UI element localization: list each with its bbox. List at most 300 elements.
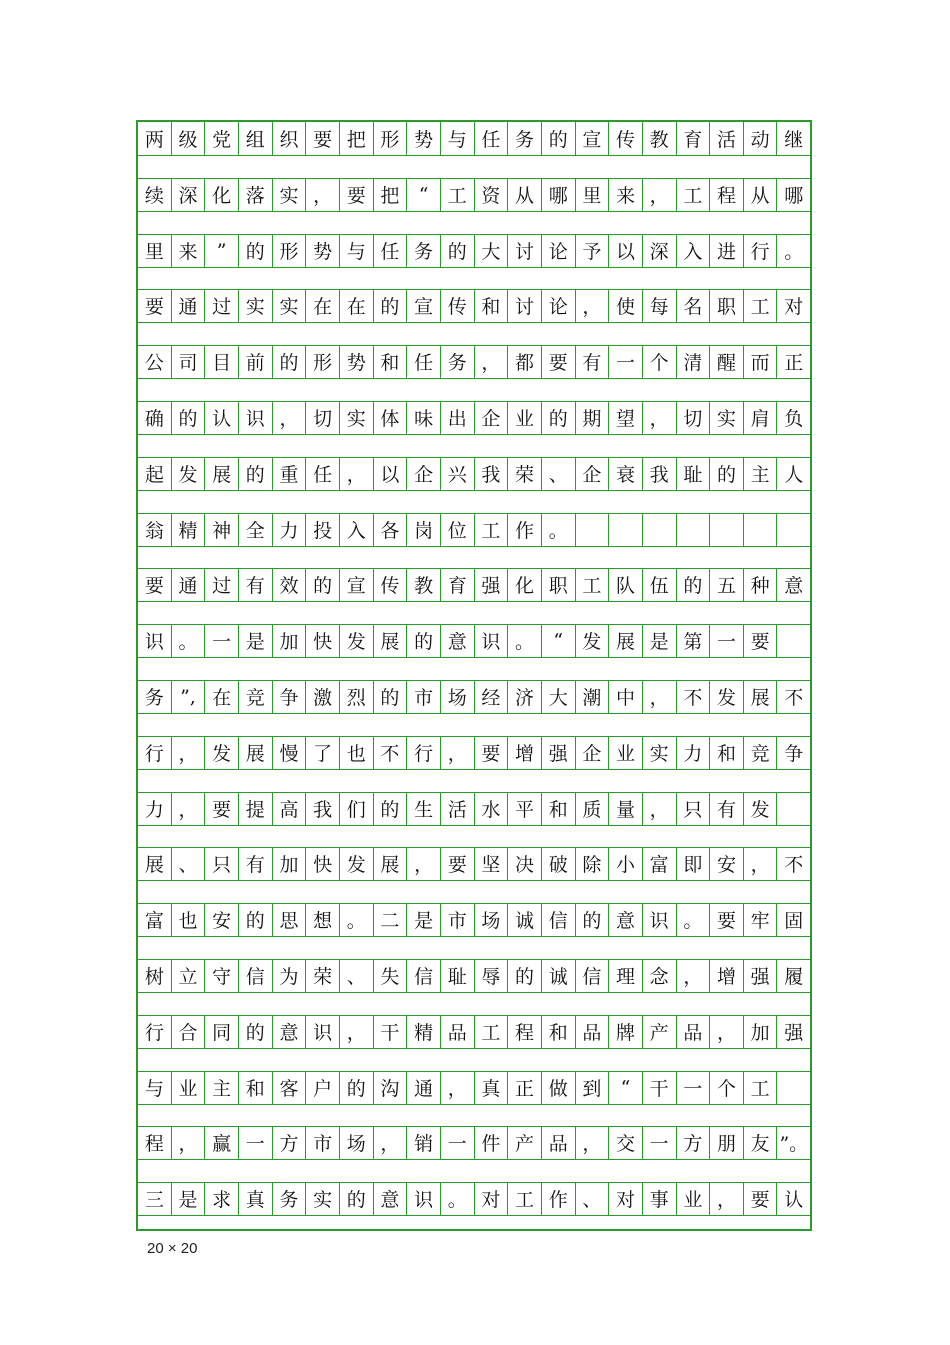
grid-cell: 户 bbox=[305, 1071, 339, 1104]
grid-cell: 展 bbox=[608, 624, 642, 657]
grid-cell: 前 bbox=[238, 345, 272, 378]
grid-cell: 二 bbox=[373, 903, 407, 936]
grid-row bbox=[138, 513, 810, 546]
grid-cell: 主 bbox=[204, 1071, 238, 1104]
grid-cell: 企 bbox=[406, 457, 440, 490]
grid-cell: 化 bbox=[507, 568, 541, 601]
grid-cell: 想 bbox=[305, 903, 339, 936]
grid-cell: 同 bbox=[204, 1015, 238, 1048]
grid-cell: 的 bbox=[373, 289, 407, 322]
grid-cell: 务 bbox=[507, 122, 541, 155]
grid-cell: 有 bbox=[238, 568, 272, 601]
grid-cell: 念 bbox=[642, 959, 676, 992]
grid-cell: 组 bbox=[238, 122, 272, 155]
grid-cell: 。 bbox=[339, 903, 373, 936]
grid-rule bbox=[138, 713, 810, 714]
grid-cell: 对 bbox=[474, 1182, 508, 1215]
grid-cell: 济 bbox=[507, 680, 541, 713]
grid-cell: 工 bbox=[474, 513, 508, 546]
grid-cell: 全 bbox=[238, 513, 272, 546]
grid-cell: ， bbox=[440, 1071, 474, 1104]
grid-cell: 发 bbox=[171, 457, 205, 490]
grid-row bbox=[138, 847, 810, 880]
grid-cell: 是 bbox=[171, 1182, 205, 1215]
grid-cell: 教 bbox=[642, 122, 676, 155]
grid-cell: 产 bbox=[507, 1126, 541, 1159]
grid-cell: 荣 bbox=[305, 959, 339, 992]
grid-cell: 意 bbox=[608, 903, 642, 936]
grid-cell: 为 bbox=[272, 959, 306, 992]
grid-cell: 个 bbox=[709, 1071, 743, 1104]
grid-cell: 以 bbox=[373, 457, 407, 490]
grid-cell: 耻 bbox=[440, 959, 474, 992]
grid-rule bbox=[138, 434, 810, 435]
grid-cell: 要 bbox=[305, 122, 339, 155]
grid-cell: 醒 bbox=[709, 345, 743, 378]
grid-cell: 业 bbox=[507, 401, 541, 434]
grid-rule bbox=[138, 825, 810, 826]
grid-cell: 伍 bbox=[642, 568, 676, 601]
grid-cell: 认 bbox=[776, 1182, 810, 1215]
grid-row bbox=[138, 1182, 810, 1215]
grid-cell: 一 bbox=[204, 624, 238, 657]
grid-cell: 宣 bbox=[406, 289, 440, 322]
grid-cell: 。 bbox=[507, 624, 541, 657]
grid-cell: ”。 bbox=[776, 1126, 810, 1159]
grid-cell: 行 bbox=[743, 234, 777, 267]
grid-cell: 落 bbox=[238, 178, 272, 211]
grid-cell: 坚 bbox=[474, 847, 508, 880]
grid-cell: 精 bbox=[171, 513, 205, 546]
grid-cell: 真 bbox=[238, 1182, 272, 1215]
grid-cell: 破 bbox=[541, 847, 575, 880]
grid-cell: 只 bbox=[204, 847, 238, 880]
grid-cell: 赢 bbox=[204, 1126, 238, 1159]
grid-cell: 要 bbox=[144, 296, 164, 318]
grid-cell: 的 bbox=[171, 401, 205, 434]
grid-row bbox=[138, 903, 810, 936]
grid-cell: 出 bbox=[440, 401, 474, 434]
grid-cell: 激 bbox=[305, 680, 339, 713]
grid-cell: 到 bbox=[575, 1071, 609, 1104]
grid-cell: 期 bbox=[575, 401, 609, 434]
grid-cell: 信 bbox=[541, 903, 575, 936]
grid-cell: 加 bbox=[743, 1015, 777, 1048]
grid-cell: ， bbox=[339, 1015, 373, 1048]
grid-cell: 大 bbox=[541, 680, 575, 713]
grid-cell: ， bbox=[575, 289, 609, 322]
grid-cell: 名 bbox=[676, 289, 710, 322]
grid-cell: 要 bbox=[474, 736, 508, 769]
grid-cell: 争 bbox=[272, 680, 306, 713]
grid-cell: ， bbox=[709, 1015, 743, 1048]
grid-cell: 人 bbox=[776, 457, 810, 490]
grid-cell: 识 bbox=[642, 903, 676, 936]
grid-cell: 的 bbox=[709, 457, 743, 490]
grid-cell: 通 bbox=[171, 289, 205, 322]
grid-cell: 第 bbox=[676, 624, 710, 657]
grid-cell: 务 bbox=[440, 345, 474, 378]
grid-cell: 。 bbox=[440, 1182, 474, 1215]
grid-cell: 宣 bbox=[339, 568, 373, 601]
grid-cell: 中 bbox=[608, 680, 642, 713]
grid-cell: 和 bbox=[373, 345, 407, 378]
grid-cell: 和 bbox=[709, 736, 743, 769]
grid-cell: 来 bbox=[171, 234, 205, 267]
grid-cell: 诚 bbox=[507, 903, 541, 936]
grid-cell: 品 bbox=[440, 1015, 474, 1048]
grid-cell: 不 bbox=[373, 736, 407, 769]
grid-cell: 入 bbox=[339, 513, 373, 546]
grid-cell: 有 bbox=[709, 792, 743, 825]
grid-cell: 、 bbox=[171, 847, 205, 880]
grid-cell: 与 bbox=[440, 122, 474, 155]
grid-cell: 提 bbox=[238, 792, 272, 825]
grid-cell: 一 bbox=[709, 624, 743, 657]
grid-cell: 予 bbox=[575, 234, 609, 267]
grid-cell: 干 bbox=[642, 1071, 676, 1104]
grid-cell: 展 bbox=[373, 847, 407, 880]
grid-cell: 品 bbox=[541, 1126, 575, 1159]
grid-cell: ， bbox=[406, 847, 440, 880]
grid-rule bbox=[138, 657, 810, 658]
grid-cell: 行 bbox=[406, 736, 440, 769]
grid-cell: 业 bbox=[608, 736, 642, 769]
grid-cell: 的 bbox=[440, 234, 474, 267]
grid-rule bbox=[138, 601, 810, 602]
grid-cell: 活 bbox=[440, 792, 474, 825]
grid-cell: 在 bbox=[339, 289, 373, 322]
grid-cell: 使 bbox=[608, 289, 642, 322]
grid-cell: ， bbox=[272, 401, 306, 434]
grid-cell: 信 bbox=[238, 959, 272, 992]
grid-cell: 牌 bbox=[608, 1015, 642, 1048]
grid-rule bbox=[138, 378, 810, 379]
grid-cell: 的 bbox=[373, 792, 407, 825]
grid-cell: 两 bbox=[144, 129, 164, 151]
grid-cell: 有 bbox=[575, 345, 609, 378]
grid-cell: 和 bbox=[541, 1015, 575, 1048]
grid-cell: 讨 bbox=[507, 289, 541, 322]
grid-cell: 是 bbox=[406, 903, 440, 936]
grid-rule bbox=[138, 1104, 810, 1105]
grid-cell: 神 bbox=[204, 513, 238, 546]
grid-cell: 哪 bbox=[776, 178, 810, 211]
grid-rule bbox=[138, 880, 810, 881]
grid-cell: 辱 bbox=[474, 959, 508, 992]
grid-cell: 实 bbox=[339, 401, 373, 434]
grid-cell: 实 bbox=[709, 401, 743, 434]
grid-cell: 的 bbox=[238, 903, 272, 936]
grid-cell: 行 bbox=[144, 1022, 164, 1044]
grid-cell: 企 bbox=[474, 401, 508, 434]
grid-cell: 切 bbox=[676, 401, 710, 434]
grid-cell: 工 bbox=[575, 568, 609, 601]
grid-cell: ， bbox=[171, 1126, 205, 1159]
grid-cell: ， bbox=[440, 736, 474, 769]
grid-cell: 深 bbox=[642, 234, 676, 267]
grid-cell: ， bbox=[575, 1126, 609, 1159]
grid-cell: 职 bbox=[541, 568, 575, 601]
grid-cell: 事 bbox=[642, 1182, 676, 1215]
grid-cell: 意 bbox=[776, 568, 810, 601]
grid-cell: 我 bbox=[642, 457, 676, 490]
grid-cell bbox=[776, 624, 810, 657]
grid-cell: 生 bbox=[406, 792, 440, 825]
grid-cell: 正 bbox=[776, 345, 810, 378]
grid-cell: 把 bbox=[373, 178, 407, 211]
grid-row bbox=[138, 401, 810, 434]
grid-cell: 要 bbox=[440, 847, 474, 880]
grid-cell: 程 bbox=[709, 178, 743, 211]
grid-cell: 是 bbox=[642, 624, 676, 657]
grid-row bbox=[138, 680, 810, 713]
grid-cell: 竞 bbox=[743, 736, 777, 769]
grid-rule bbox=[138, 992, 810, 993]
grid-rule bbox=[138, 769, 810, 770]
grid-cell: 和 bbox=[474, 289, 508, 322]
grid-cell: 真 bbox=[474, 1071, 508, 1104]
grid-cell: 的 bbox=[238, 234, 272, 267]
grid-cell: 而 bbox=[743, 345, 777, 378]
grid-cell: 通 bbox=[171, 568, 205, 601]
grid-cell bbox=[743, 513, 777, 546]
grid-cell: ” bbox=[204, 234, 238, 267]
grid-cell: 我 bbox=[305, 792, 339, 825]
grid-cell: 守 bbox=[204, 959, 238, 992]
grid-cell: 公 bbox=[144, 352, 164, 374]
grid-cell: 实 bbox=[238, 289, 272, 322]
grid-cell: 强 bbox=[743, 959, 777, 992]
grid-cell: 大 bbox=[474, 234, 508, 267]
grid-cell: 传 bbox=[608, 122, 642, 155]
grid-cell: 意 bbox=[272, 1015, 306, 1048]
grid-rule bbox=[138, 1048, 810, 1049]
grid-cell: 育 bbox=[440, 568, 474, 601]
grid-cell: 的 bbox=[575, 903, 609, 936]
grid-cell: 要 bbox=[743, 1182, 777, 1215]
grid-cell: 形 bbox=[305, 345, 339, 378]
grid-cell: 在 bbox=[305, 289, 339, 322]
grid-cell: 平 bbox=[507, 792, 541, 825]
grid-cell: 。 bbox=[676, 903, 710, 936]
grid-cell bbox=[776, 792, 810, 825]
grid-cell: 决 bbox=[507, 847, 541, 880]
grid-cell: 要 bbox=[204, 792, 238, 825]
grid-cell: 正 bbox=[507, 1071, 541, 1104]
grid-row bbox=[138, 959, 810, 992]
grid-cell: 党 bbox=[204, 122, 238, 155]
grid-cell: 论 bbox=[541, 289, 575, 322]
grid-cell: 品 bbox=[676, 1015, 710, 1048]
grid-cell: 化 bbox=[204, 178, 238, 211]
grid-cell: 育 bbox=[676, 122, 710, 155]
manuscript-grid bbox=[136, 120, 812, 1231]
grid-cell: 业 bbox=[676, 1182, 710, 1215]
grid-cell: 潮 bbox=[575, 680, 609, 713]
grid-cell: 与 bbox=[339, 234, 373, 267]
grid-cell: 精 bbox=[406, 1015, 440, 1048]
grid-cell: 的 bbox=[676, 568, 710, 601]
grid-row bbox=[138, 178, 810, 211]
grid-cell: 耻 bbox=[676, 457, 710, 490]
grid-cell: 与 bbox=[144, 1078, 164, 1100]
grid-cell: 要 bbox=[541, 345, 575, 378]
grid-cell: 企 bbox=[575, 736, 609, 769]
grid-cell: 的 bbox=[373, 680, 407, 713]
grid-cell: 工 bbox=[440, 178, 474, 211]
grid-cell: 失 bbox=[373, 959, 407, 992]
grid-cell: 、 bbox=[575, 1182, 609, 1215]
grid-cell: 作 bbox=[541, 1182, 575, 1215]
grid-rule bbox=[138, 1215, 810, 1216]
grid-cell: 我 bbox=[474, 457, 508, 490]
grid-cell: ， bbox=[709, 1182, 743, 1215]
grid-cell: 动 bbox=[743, 122, 777, 155]
grid-cell: 企 bbox=[575, 457, 609, 490]
grid-cell: 除 bbox=[575, 847, 609, 880]
grid-cell: 入 bbox=[676, 234, 710, 267]
grid-cell: 水 bbox=[474, 792, 508, 825]
grid-cell: ， bbox=[474, 345, 508, 378]
grid-cell: 干 bbox=[373, 1015, 407, 1048]
grid-cell: 友 bbox=[743, 1126, 777, 1159]
grid-cell: 小 bbox=[608, 847, 642, 880]
grid-cell: 要 bbox=[339, 178, 373, 211]
grid-cell bbox=[709, 513, 743, 546]
grid-cell: 树 bbox=[144, 966, 164, 988]
grid-rule bbox=[138, 936, 810, 937]
grid-cell: ， bbox=[305, 178, 339, 211]
grid-cell: 作 bbox=[507, 513, 541, 546]
grid-cell: 展 bbox=[743, 680, 777, 713]
grid-cell bbox=[642, 513, 676, 546]
grid-cell: 过 bbox=[204, 289, 238, 322]
grid-cell: 安 bbox=[204, 903, 238, 936]
grid-cell: 安 bbox=[709, 847, 743, 880]
grid-cell: 岗 bbox=[406, 513, 440, 546]
grid-cell: 也 bbox=[339, 736, 373, 769]
grid-cell: 方 bbox=[272, 1126, 306, 1159]
grid-cell: 发 bbox=[339, 624, 373, 657]
grid-cell: 场 bbox=[339, 1126, 373, 1159]
grid-cell: 增 bbox=[507, 736, 541, 769]
grid-cell: 通 bbox=[406, 1071, 440, 1104]
grid-cell: 传 bbox=[373, 568, 407, 601]
grid-cell: 的 bbox=[541, 401, 575, 434]
grid-cell: 三 bbox=[144, 1189, 164, 1211]
grid-cell: 牢 bbox=[743, 903, 777, 936]
grid-cell: 继 bbox=[776, 122, 810, 155]
grid-cell: 的 bbox=[238, 457, 272, 490]
grid-cell: 程 bbox=[507, 1015, 541, 1048]
grid-cell: 不 bbox=[776, 680, 810, 713]
grid-cell: 是 bbox=[238, 624, 272, 657]
grid-cell: 务 bbox=[144, 687, 164, 709]
grid-cell: 司 bbox=[171, 345, 205, 378]
grid-cell: 切 bbox=[305, 401, 339, 434]
grid-cell: 实 bbox=[272, 178, 306, 211]
grid-cell: 业 bbox=[171, 1071, 205, 1104]
grid-cell: 清 bbox=[676, 345, 710, 378]
grid-cell: 做 bbox=[541, 1071, 575, 1104]
grid-cell: 衰 bbox=[608, 457, 642, 490]
grid-cell: 把 bbox=[339, 122, 373, 155]
grid-cell: 场 bbox=[474, 903, 508, 936]
grid-cell: 快 bbox=[305, 847, 339, 880]
grid-cell bbox=[776, 1071, 810, 1104]
grid-cell: 力 bbox=[272, 513, 306, 546]
grid-cell: 教 bbox=[406, 568, 440, 601]
grid-cell: 对 bbox=[608, 1182, 642, 1215]
grid-cell: ， bbox=[373, 1126, 407, 1159]
grid-cell: 有 bbox=[238, 847, 272, 880]
grid-cell: 职 bbox=[709, 289, 743, 322]
grid-cell: 望 bbox=[608, 401, 642, 434]
grid-cell: 实 bbox=[272, 289, 306, 322]
grid-cell bbox=[776, 513, 810, 546]
grid-cell: 实 bbox=[642, 736, 676, 769]
grid-cell: 来 bbox=[608, 178, 642, 211]
grid-cell: 主 bbox=[743, 457, 777, 490]
grid-cell: 势 bbox=[406, 122, 440, 155]
grid-cell: 认 bbox=[204, 401, 238, 434]
grid-cell: 信 bbox=[575, 959, 609, 992]
grid-cell: 种 bbox=[743, 568, 777, 601]
grid-cell: 加 bbox=[272, 847, 306, 880]
grid-cell: 深 bbox=[171, 178, 205, 211]
grid-cell: 识 bbox=[305, 1015, 339, 1048]
grid-cell: 展 bbox=[238, 736, 272, 769]
grid-cell: 进 bbox=[709, 234, 743, 267]
grid-cell: 续 bbox=[144, 185, 164, 207]
grid-cell: 场 bbox=[440, 680, 474, 713]
grid-cell: 五 bbox=[709, 568, 743, 601]
grid-cell: ， bbox=[171, 792, 205, 825]
grid-row bbox=[138, 122, 810, 155]
grid-cell: 工 bbox=[743, 1071, 777, 1104]
grid-cell: 沟 bbox=[373, 1071, 407, 1104]
grid-row bbox=[138, 345, 810, 378]
grid-cell: 展 bbox=[144, 854, 164, 876]
grid-cell: 争 bbox=[776, 736, 810, 769]
grid-cell: “ bbox=[608, 1071, 642, 1104]
grid-row bbox=[138, 1015, 810, 1048]
grid-cell: 过 bbox=[204, 568, 238, 601]
grid-cell: 任 bbox=[406, 345, 440, 378]
grid-cell: 强 bbox=[541, 736, 575, 769]
grid-row bbox=[138, 736, 810, 769]
grid-cell: 目 bbox=[204, 345, 238, 378]
grid-cell bbox=[676, 513, 710, 546]
grid-cell: 不 bbox=[776, 847, 810, 880]
grid-cell: 、 bbox=[339, 959, 373, 992]
grid-cell: 里 bbox=[144, 241, 164, 263]
grid-cell: 的 bbox=[305, 568, 339, 601]
grid-cell: ， bbox=[642, 401, 676, 434]
grid-cell: 务 bbox=[406, 234, 440, 267]
grid-cell: 理 bbox=[608, 959, 642, 992]
grid-cell: 的 bbox=[339, 1182, 373, 1215]
grid-cell: ”, bbox=[171, 680, 205, 713]
grid-cell: 任 bbox=[373, 234, 407, 267]
grid-cell: 的 bbox=[339, 1071, 373, 1104]
grid-cell: 发 bbox=[709, 680, 743, 713]
grid-cell: 里 bbox=[575, 178, 609, 211]
grid-cell: 的 bbox=[272, 345, 306, 378]
grid-cell: 翁 bbox=[144, 520, 164, 542]
grid-cell: “ bbox=[406, 178, 440, 211]
